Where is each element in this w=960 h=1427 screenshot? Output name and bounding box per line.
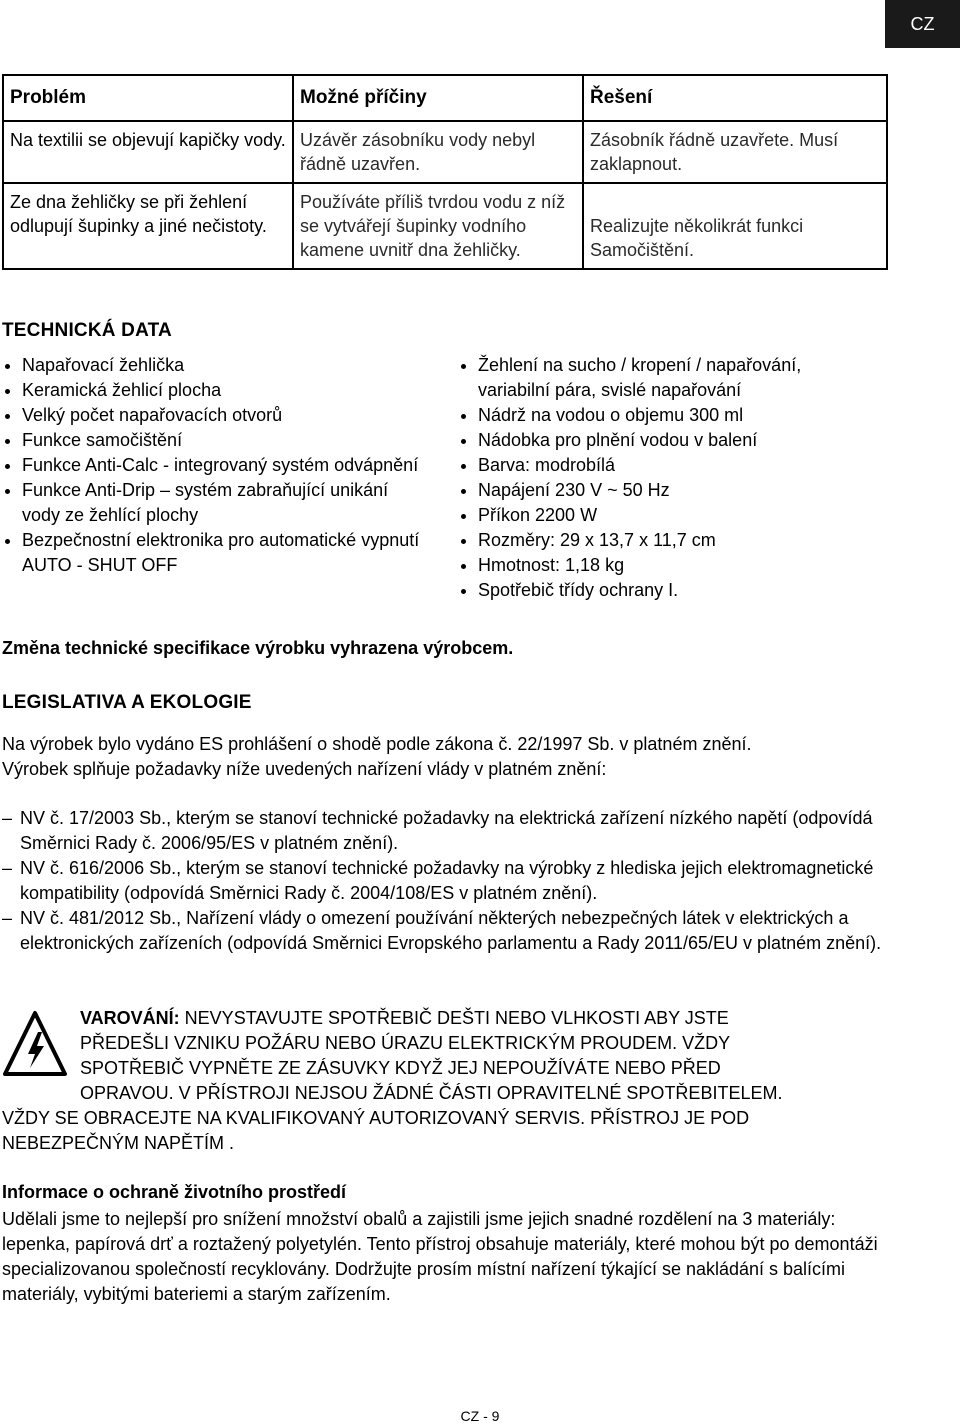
- list-item: Funkce Anti-Drip – systém zabraňující unikání vody ze žehlící plochy: [2, 478, 422, 528]
- solution-cell: [583, 121, 887, 183]
- page-number: CZ - 9: [460, 1408, 500, 1424]
- list-item: – NV č. 481/2012 Sb., Nařízení vlády o omezení používání některých nebezpečných látek v elektrických a elektronických zařízeních (odpovídá Směrnici Evropského parlamentu a Rady 2011/65/EU v platném znění).: [2, 908, 882, 953]
- legislation-title: LEGISLATIVA A EKOLOGIE: [2, 692, 252, 713]
- list-item: Nádobka pro plnění vodou v balení: [458, 428, 878, 453]
- warning-label: VAROVÁNÍ:: [80, 1008, 180, 1028]
- header-cause: Možné příčiny: [293, 75, 583, 121]
- header-solution: Řešení: [583, 75, 887, 121]
- table-row: [3, 183, 887, 269]
- list-item: Funkce Anti-Calc - integrovaný systém odvápnění: [2, 453, 422, 478]
- warning-text: [2, 1006, 902, 1156]
- list-item: Keramická žehlicí plocha: [2, 378, 422, 403]
- regulation-intro: Výrobek splňuje požadavky níže uvedených nařízení vlády v platném znění:: [2, 759, 607, 779]
- warning-line: OPRAVOU. V PŘÍSTROJI NEJSOU ŽÁDNÉ ČÁSTI OPRAVITELNÉ SPOTŘEBITELEM.: [80, 1083, 783, 1103]
- regulation-text: NV č. 17/2003 Sb., kterým se stanoví technické požadavky na elektrická zařízení nízkého napětí (odpovídá Směrnici Rady č. 2006/95/ES v platném znění).: [20, 808, 873, 853]
- problem-cell: [3, 183, 293, 269]
- list-item: – NV č. 616/2006 Sb., kterým se stanoví technické požadavky na výrobky z hlediska jejich elektromagnetické kompatibility (odpovídá Směrnici Rady č. 2004/108/ES v platném znění).: [2, 858, 874, 903]
- list-item: – NV č. 17/2003 Sb., kterým se stanoví technické požadavky na elektrická zařízení nízkého napětí (odpovídá Směrnici Rady č. 2006/95/ES v platném znění).: [2, 808, 873, 853]
- warning-line: NEBEZPEČNÝM NAPĚTÍM .: [2, 1133, 235, 1153]
- solution-text: Zásobník řádně uzavřete. Musí zaklapnout.: [590, 130, 839, 174]
- list-item: Žehlení na sucho / kropení / napařování, variabilní pára, svislé napařování: [458, 353, 878, 403]
- regulation-list: [2, 806, 902, 956]
- problem-text: Ze dna žehličky se při žehlení odlupují šupinky a jiné nečistoty.: [10, 192, 267, 236]
- warning-line: NEVYSTAVUJTE SPOTŘEBIČ DEŠTI NEBO VLHKOSTI ABY JSTE: [179, 1008, 729, 1028]
- tech-data-title: TECHNICKÁ DATA: [2, 320, 172, 341]
- tech-list-right: [458, 353, 878, 603]
- cause-cell: [293, 121, 583, 183]
- list-item: Barva: modrobílá: [458, 453, 878, 478]
- regulation-text: NV č. 616/2006 Sb., kterým se stanoví technické požadavky na výrobky z hlediska jejich elektromagnetické kompatibility (odpovídá Směrnici Rady č. 2004/108/ES v platném znění).: [20, 858, 874, 903]
- warning-line: PŘEDEŠLI VZNIKU POŽÁRU NEBO ÚRAZU ELEKTRICKÝM PROUDEM. VŽDY: [80, 1033, 731, 1053]
- cause-cell: [293, 183, 583, 269]
- language-tab: CZ: [885, 0, 960, 48]
- list-item: Velký počet napařovacích otvorů: [2, 403, 422, 428]
- environment-title: Informace o ochraně životního prostředí: [2, 1182, 347, 1202]
- spec-change-note: Změna technické specifikace výrobku vyhrazena výrobcem.: [2, 638, 514, 658]
- warning-line: SPOTŘEBIČ VYPNĚTE ZE ZÁSUVKY KDYŽ JEJ NEPOUŽÍVÁTE NEBO PŘED: [80, 1058, 721, 1078]
- troubleshooting-table: [2, 74, 888, 270]
- problem-text: Na textilii se objevují kapičky vody.: [10, 130, 286, 150]
- table-row: [3, 121, 887, 183]
- list-item: Napájení 230 V ~ 50 Hz: [458, 478, 878, 503]
- list-item: Nádrž na vodou o objemu 300 ml: [458, 403, 878, 428]
- warning-line: VŽDY SE OBRACEJTE NA KVALIFIKOVANÝ AUTORIZOVANÝ SERVIS. PŘÍSTROJ JE POD: [2, 1108, 750, 1128]
- list-item: Hmotnost: 1,18 kg: [458, 553, 878, 578]
- list-item: Napařovací žehlička: [2, 353, 422, 378]
- cause-text: Používáte příliš tvrdou vodu z níž se vytvářejí šupinky vodního kamene uvnitř dna žehličky.: [300, 192, 566, 260]
- regulation-text: NV č. 481/2012 Sb., Nařízení vlády o omezení používání některých nebezpečných látek v elektrických a elektronických zařízeních (odpovídá Směrnici Evropského parlamentu a Rady 2011/65/EU v platném znění).: [20, 908, 882, 953]
- list-item: Rozměry: 29 x 13,7 x 11,7 cm: [458, 528, 878, 553]
- solution-text: Realizujte několikrát funkci Samočištění.: [590, 216, 804, 260]
- list-item: Spotřebič třídy ochrany I.: [458, 578, 878, 603]
- header-problem: Problém: [3, 75, 293, 121]
- legislation-paragraph: [2, 732, 902, 782]
- problem-cell: [3, 121, 293, 183]
- list-item: Funkce samočištění: [2, 428, 422, 453]
- solution-cell: [583, 183, 887, 269]
- list-item: Bezpečnostní elektronika pro automatické vypnutí AUTO - SHUT OFF: [2, 528, 422, 578]
- tech-list-left: [2, 353, 422, 578]
- table-header-row: [3, 75, 887, 121]
- environment-text: Udělali jsme to nejlepší pro snížení množství obalů a zajistili jsme jejich snadné rozdělení na 3 materiály: lepenka, papírová drť a roztažený polyetylén. Tento přístroj obsahuje materiály, které mohou být po demontáži specializovanou společností recyklovány. Dodržujte prosím místní nařízení týkající se nakládání s balícími materiály, vybitými bateriemi a starým zařízením.: [2, 1209, 878, 1304]
- list-item: Příkon 2200 W: [458, 503, 878, 528]
- declaration-text: Na výrobek bylo vydáno ES prohlášení o shodě podle zákona č. 22/1997 Sb. v platném znění.: [2, 734, 752, 754]
- cause-text: Uzávěr zásobníku vody nebyl řádně uzavřen.: [300, 130, 536, 174]
